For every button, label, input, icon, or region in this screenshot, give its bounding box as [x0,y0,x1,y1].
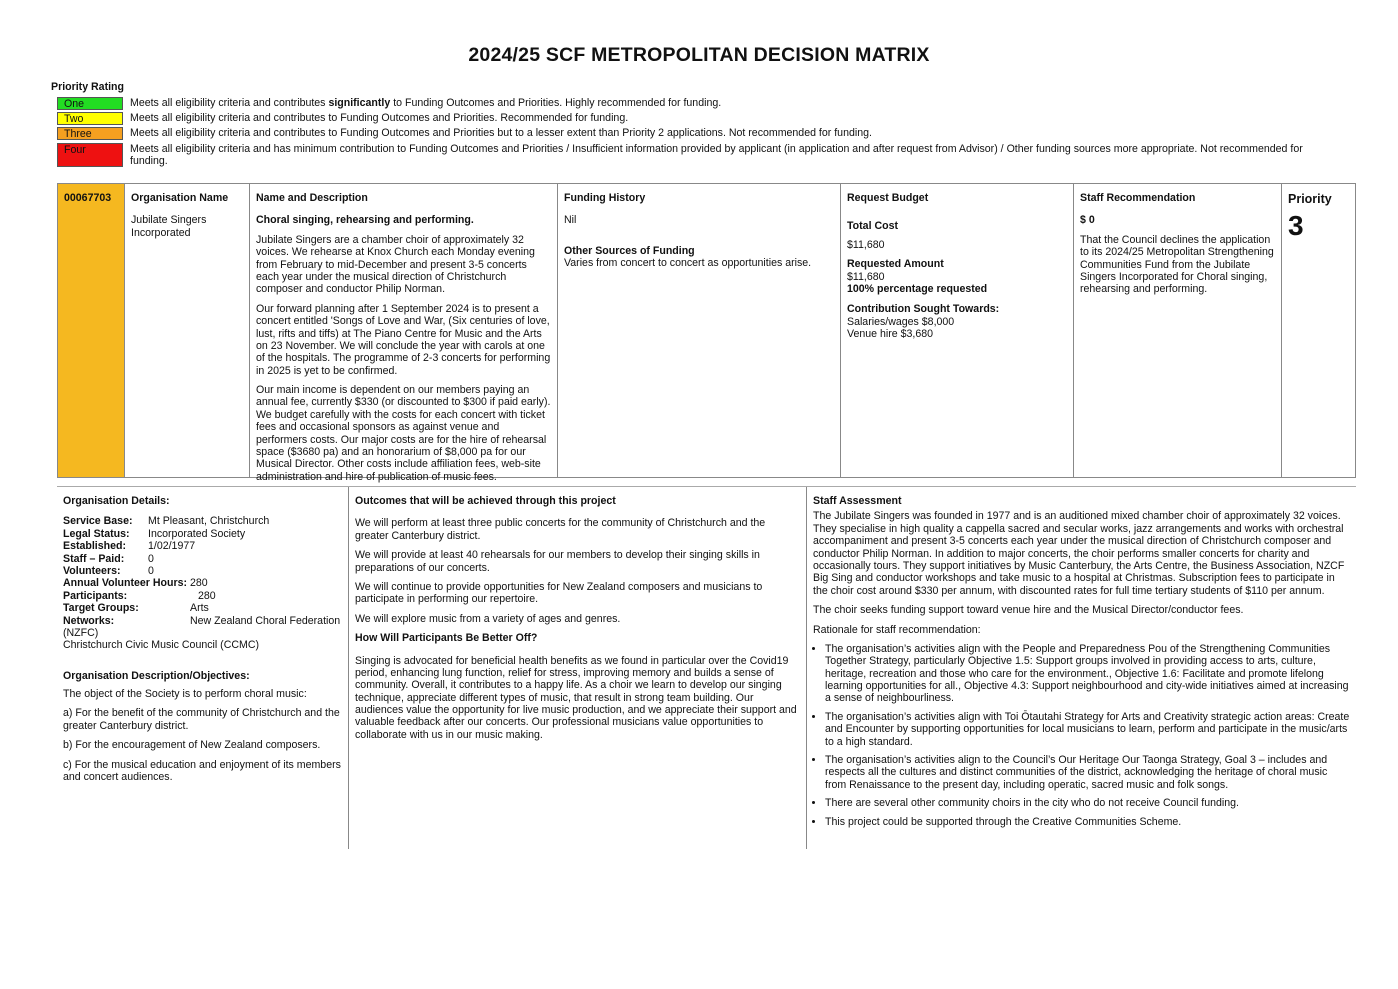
staff-recommendation-cell [1074,184,1282,477]
detail-volunteer-hours: Annual Volunteer Hours: 280 [63,577,208,590]
detail-service-base: Service Base: Mt Pleasant, Christchurch [63,515,270,528]
rationale-item: • This project could be supported through the Creative Communities Scheme. [825,816,1350,828]
better-off-header: How Will Participants Be Better Off? [355,632,538,645]
organisation-details-header: Organisation Details: [63,495,170,507]
assessment-paragraph: The choir seeks funding support toward venue hire and the Musical Director/conductor fees. [813,604,1244,617]
outcomes-header: Outcomes that will be achieved through this project [355,495,616,507]
rationale-list [813,643,1350,828]
rationale-item: • The organisation’s activities align to the Council’s Our Heritage Our Taonga Strategy, Goal 3 – includes and respects all the cultures and distinct communities of the district, acknowledging the heritage of choral music from Renaissance to the present day, including operatic, sacred music and folk songs. [825,754,1350,791]
request-budget-header: Request Budget [847,192,929,204]
outcome-item: We will continue to provide opportunities for New Zealand composers and musicians to participate in performing our repertoire. [355,580,763,606]
detail-staff-paid: Staff – Paid: 0 [63,552,154,565]
priority-header: Priority [1288,192,1332,206]
details-section [57,486,1356,849]
request-budget-cell [841,184,1074,477]
organisation-description-header: Organisation Description/Objectives: [63,669,250,682]
organisation-name-cell [125,184,250,477]
page-title: 2024/25 SCF METROPOLITAN DECISION MATRIX [468,44,930,66]
detail-volunteers: Volunteers: 0 [63,564,154,577]
detail-established: Established: 1/02/1977 [63,540,196,553]
priority-swatch: Two [57,112,123,125]
rationale-item: • The organisation’s activities align with Toi Ōtautahi Strategy for Arts and Creativity strategic action areas: Create and Encounter by supporting opportunities for local musicians to learn, perform and participate in the music/arts to a high standard. [825,711,1350,748]
funding-history: Nil [564,214,577,227]
total-cost: $11,680 [847,238,885,251]
objective-paragraph: a) For the benefit of the community of Christchurch and the greater Canterbury district. [63,707,340,732]
objective-paragraph: b) For the encouragement of New Zealand composers. [63,739,321,752]
staff-assessment-header: Staff Assessment [813,495,902,507]
requested-amount: $11,680 [847,270,885,283]
organisation-name-header: Organisation Name [131,192,229,204]
funding-history-cell [558,184,841,477]
detail-networks-cont: Christchurch Civic Music Council (CCMC) [63,639,260,652]
contribution-item: Venue hire $3,680 [847,328,934,341]
contribution-item: Salaries/wages $8,000 [847,315,955,328]
rationale-item: • There are several other community choirs in the city who do not receive Council funding. [825,797,1350,809]
other-sources: Varies from concert to concert as opportunities arise. [564,257,812,270]
description-cell [250,184,558,483]
priority-value: 3 [1288,209,1304,241]
description-paragraph: Our forward planning after 1 September 2024 is to present a concert entitled 'Songs of Love and War, (Six centuries of love, lust, rifts and tiffs) at The Piano Centre for Music and the Arts on 23 November. We will conclude the year with carols at one of the hospitals. The programme of 2-3 concerts for performing in 2025 is yet to be confirmed. [256,302,551,377]
staff-recommendation-header: Staff Recommendation [1080,192,1196,204]
total-cost-label: Total Cost [847,220,899,233]
application-id-cell [58,184,125,477]
detail-networks-cont: (NZFC) [63,626,99,639]
priority-rating-title: Priority Rating [51,81,124,93]
assessment-paragraph: The Jubilate Singers was founded in 1977 and is an auditioned mixed chamber choir of approximately 32 voices. They specialise in high quality a cappella sacred and secular works, jazz arrangements and works with orchestral accompaniment and present 3-5 concerts each year under the musical direction of Christchurch composer and conductor Philip Norman. In addition to major concerts, the choir performs smaller concerts for charity and occasionally tours. They support initiatives by Music Canterbury, the Arts Centre, the Business Association, NZCF Big Sing and conductor workshops and take music to a hospital at Christmas. Subscription fees to participate in the choir cost around $330 per annum, with discounted rates for full time tertiary students of $110 per annum. [813,510,1345,597]
description-header: Name and Description [256,192,368,204]
priority-swatch: One [57,97,123,110]
percentage-requested: 100% percentage requested [847,282,988,295]
rationale-item: • The organisation’s activities align with the People and Preparedness Pou of the Strengthening Communities Together Strategy, particularly Objective 1.5: Support groups involved in providing access to arts, culture, heritage, recreation and those who care for the environment., Objective 1.6: Facilitate and promote lifelong learning opportunities for all., Objective 4.3: Support neighbourhood and city-wide initiatives aimed at increasing a sense of neighbourliness. [825,643,1350,705]
objective-paragraph: The object of the Society is to perform choral music: [63,688,307,701]
application-table [57,183,1356,483]
description-paragraph: Our main income is dependent on our members paying an annual fee, currently $330 (or discounted to $300 if paid early). We budget carefully with the costs for each concert with ticket fees and occasional sponsors as against venue and performers costs. Our major costs are for the hire of rehearsal space ($3680 pa) and an honorarium of $8,000 pa for our Musical Director. Other costs include affiliation fees, web-site administration and hire of publication of music fees. [256,384,551,483]
priority-description: Meets all eligibility criteria and has minimum contribution to Funding Outcomes and Priorities / Insufficient information provided by applicant (in application and after request from Advisor) / Other funding sources more appropriate. Not recommended for funding. [130,143,1303,168]
organisation-name: Jubilate Singers Incorporated [131,214,207,239]
staff-recommendation-amount: $ 0 [1080,214,1095,227]
outcomes-column [349,487,807,849]
requested-amount-label: Requested Amount [847,258,944,271]
rationale-heading: Rationale for staff recommendation: [813,623,981,636]
application-id: 00067703 [64,192,112,204]
priority-swatch: Three [57,127,123,140]
detail-legal-status: Legal Status: Incorporated Society [63,527,246,540]
outcome-item: We will explore music from a variety of ages and genres. [355,612,621,625]
detail-participants: Participants: 280 [63,589,216,602]
priority-swatch: Four [57,143,123,167]
better-off-text: Singing is advocated for beneficial health benefits as we found in particular over the Covid19 period, enhancing lung function, relief for stress, improving memory and builds a sense of community. Overall, it contributes to a happy life. As a choir we learn to develop our singing technique, appreciate different types of music, that result in strong team building. Our audiences value the opportunity for live music production, and we appreciate their support and valuable feedback after our concerts. Our professional musicians value opportunities to collaborate with us in our music making. [355,654,797,741]
staff-assessment-column [807,487,1356,849]
priority-description: Meets all eligibility criteria and contributes significantly to Funding Outcomes and Priorities. Highly recommended for funding. [130,97,722,109]
other-sources-header: Other Sources of Funding [564,244,695,257]
contribution-label: Contribution Sought Towards: [847,303,1000,316]
project-title: Choral singing, rehearsing and performing. [256,214,474,227]
outcome-item: We will perform at least three public concerts for the community of Christchurch and the greater Canterbury district. [355,517,766,542]
organisation-details-column [57,487,349,849]
outcome-item: We will provide at least 40 rehearsals for our members to develop their singing skills in preparations of our concerts. [355,549,760,574]
priority-description: Meets all eligibility criteria and contributes to Funding Outcomes and Priorities but to a lesser extent than Priority 2 applications. Not recommended for funding. [130,127,872,139]
detail-networks: Networks: New Zealand Choral Federation [63,614,341,627]
staff-recommendation-text: That the Council declines the application to its 2024/25 Metropolitan Strengthening Communities Fund from the Jubilate Singers Incorporated for Choral singing, rehearsing and performing. [1080,233,1274,296]
objective-paragraph: c) For the musical education and enjoyment of its members and concert audiences. [63,758,341,784]
funding-history-header: Funding History [564,192,646,204]
detail-target-groups: Target Groups: Arts [63,602,209,615]
priority-description: Meets all eligibility criteria and contributes to Funding Outcomes and Priorities. Recommended for funding. [130,112,629,124]
description-paragraph: Jubilate Singers are a chamber choir of approximately 32 voices. We rehearse at Knox Church each Monday evening from February to mid-December and present 3-5 concerts each year under the musical direction of Christchurch composer and conductor Philip Norman. [256,233,535,296]
priority-cell [1282,184,1355,477]
